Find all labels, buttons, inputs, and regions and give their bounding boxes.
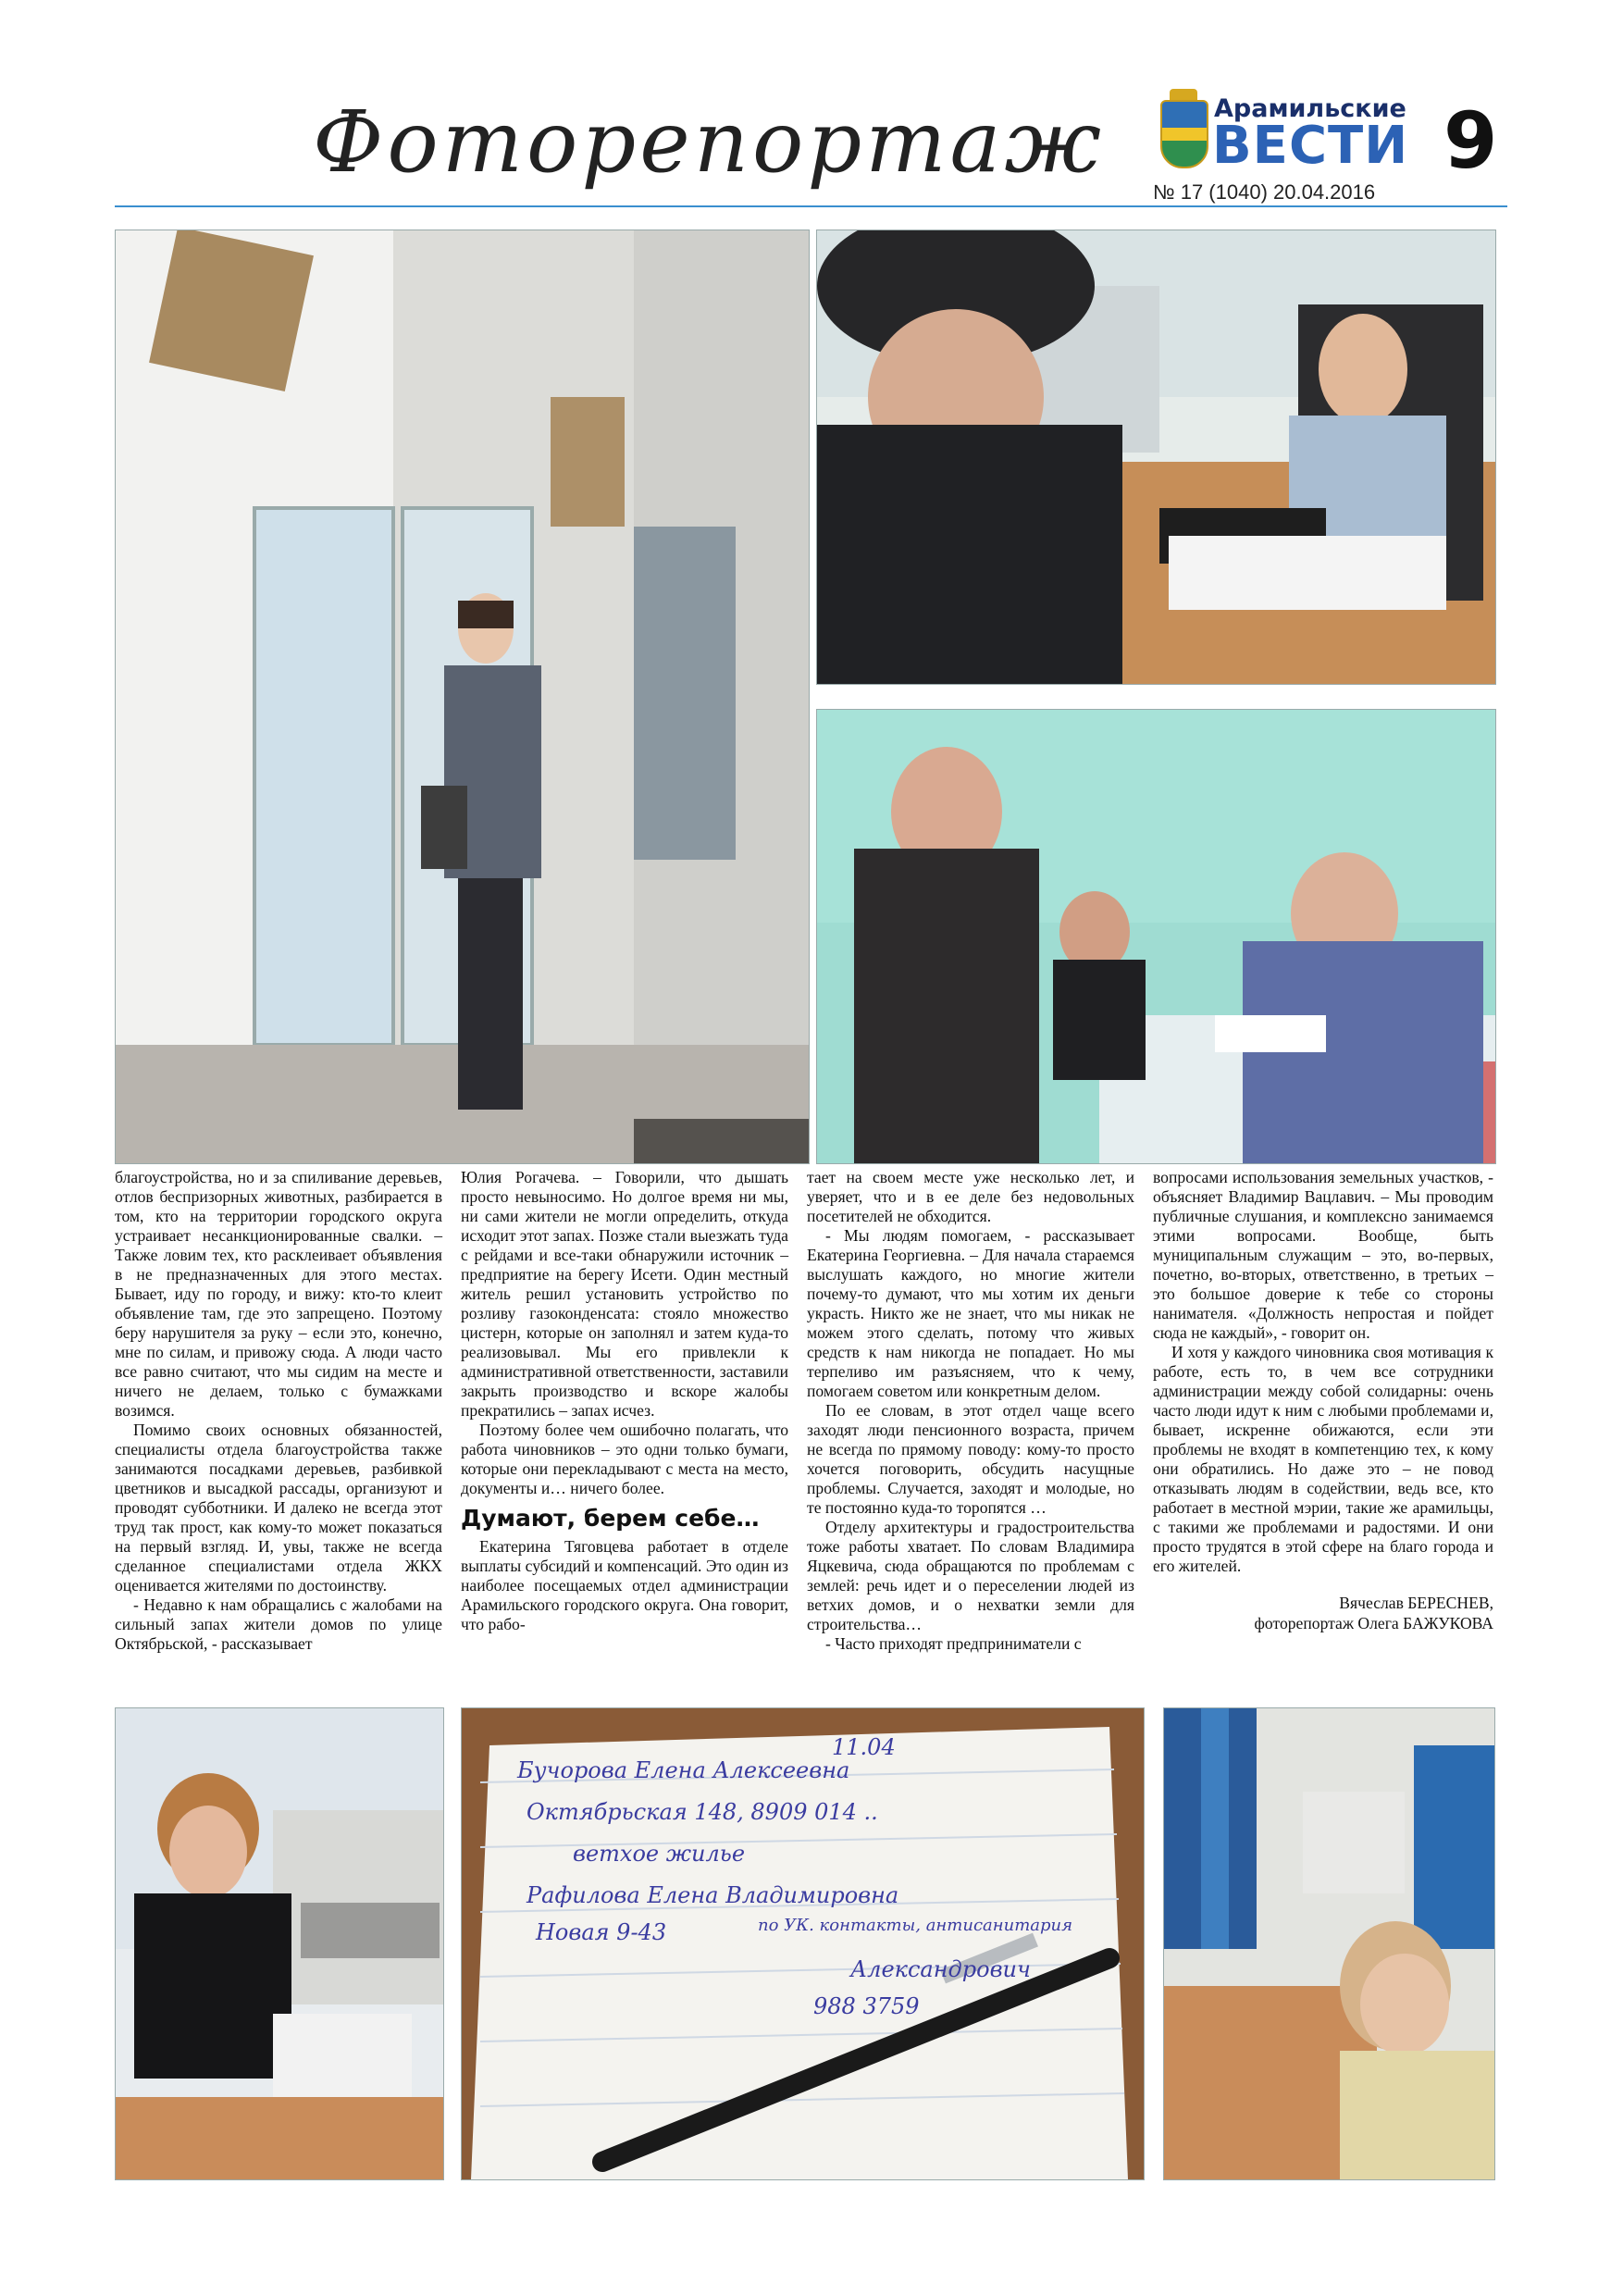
paragraph: вопросами использования земельных участков, - объясняет Владимир Вацлавич. – Мы проводим публичные слушания, и комплексно занимаемся этими вопросами. Вообще, быть муниципальным служащим – это, во-первых, почетно, во-вторых, ответственно, в третьих – это большое доверие к тебе со стороны нанимателя. «Должность непростая и пойдет сюда не каждый», - говорит он. bbox=[1153, 1168, 1493, 1342]
paragraph: По ее словам, в этот отдел чаще всего заходят люди пенсионного возраста, причем не всегда по прямому поводу: кому-то просто хочется поговорить, обсудить насущные проблемы. Случается, заходят и молодые, но те постоянно куда-то торопятся … bbox=[807, 1401, 1134, 1517]
notebook-text: Бучорова Елена Алексеевна bbox=[517, 1757, 850, 1783]
notebook-text: по УК. контакты, антисанитария bbox=[758, 1916, 1073, 1935]
photo-building-entrance bbox=[115, 230, 810, 1164]
paragraph: Помимо своих основных обязанностей, специалисты отдела благоустройства также занимаются посадками деревьев, разбивкой цветников и высадкой рассады, организуют и проводят субботники. И далеко не всегда этот труд так прост, как кому-то может показаться на первый взгляд. И, увы, также не всегда сделанное специалистами отдела ЖКХ оценивается жителями по достоинству. bbox=[115, 1421, 442, 1595]
paragraph: И хотя у каждого чиновника своя мотивация к работе, есть то, в чем все сотрудники администрации между собой солидарны: очень часто люди идут к ним с любыми проблемами и, бывает, искренне обижаются, если эти проблемы не входят в компетенцию тех, к кому они обратились. Но даже это – не повод отказывать людям в содействии, ведь все, кто работает в местной мэрии, такие же арамильцы, с такими же проблемами и радостями. И они просто трудятся в этой сфере на благо города и его жителей. bbox=[1153, 1343, 1493, 1575]
photo-woman-on-phone bbox=[1163, 1707, 1495, 2180]
logo-top-text: Арамильские bbox=[1214, 94, 1406, 123]
notebook-text: ветхое жилье bbox=[573, 1841, 746, 1867]
notebook-text: Рафилова Елена Владимировна bbox=[527, 1882, 899, 1908]
notebook-text: 988 3759 bbox=[813, 1993, 920, 2019]
photo-woman-at-copier bbox=[115, 1707, 444, 2180]
photo-notebook-with-pen bbox=[461, 1707, 1145, 2180]
photo-credit: фоторепортаж Олега БАЖУКОВА bbox=[1254, 1614, 1493, 1632]
logo-main-text: ВЕСТИ bbox=[1212, 116, 1409, 176]
article-column-4 bbox=[1153, 1168, 1493, 1633]
paragraph: благоустройства, но и за спиливание деревьев, отлов беспризорных животных, разбирается в том, кто на территории городского округа устраивает несанкционированные свалки. – Также ловим тех, кто расклеивает объявления в не предназначенных для этого местах. Бывает, иду по городу, и вижу: кто-то клеит объявление там, где это запрещено. Поэтому беру нарушителя за руку – если это, конечно, мне по силам, и привожу сюда. А люди часто все равно считают, что мы сидим на месте и ничего не делаем, только с бумажками возимся. bbox=[115, 1168, 442, 1420]
photo-office-visitors bbox=[816, 709, 1496, 1164]
paragraph: тает на своем месте уже несколько лет, и уверяет, что и в ее деле без недовольных посетителей не обходится. bbox=[807, 1168, 1134, 1225]
paragraph: Юлия Рогачева. – Говорили, что дышать просто невыносимо. Но долгое время ни мы, ни сами жители не могли определить, откуда исходит этот запах. Позже стали выезжать туда с рейдами и все-таки обнаружили источник – предприятие на берегу Исети. Один местный житель решил установить устройство по розливу газоконденсата: стояло множество цистерн, которые он заполнял и затем куда-то реализовывал. Мы его привлекли к административной ответственности, заставили закрыть производство и вскоре жалобы прекратились – запах исчез. bbox=[461, 1168, 788, 1420]
paragraph: Екатерина Тяговцева работает в отделе выплаты субсидий и компенсаций. Это один из наиболее посещаемых отдел администрации Арамильского городского округа. Она говорит, что рабо- bbox=[461, 1537, 788, 1633]
notebook-text: 11.04 bbox=[832, 1734, 896, 1760]
photo-office-desk-consultation bbox=[816, 230, 1496, 685]
newspaper-logo bbox=[1160, 94, 1409, 192]
crown-icon bbox=[1170, 89, 1197, 100]
paragraph: Отделу архитектуры и градостроительства тоже работы хватает. По словам Владимира Яцкевича, сюда обращаются по проблемам с землей: речь идет и о переселении людей из ветхих домов, и о нехватки земли для строительства… bbox=[807, 1518, 1134, 1633]
article-column-2 bbox=[461, 1168, 788, 1634]
header-rule bbox=[115, 205, 1507, 207]
notebook-text: Октябрьская 148, 8909 014 .. bbox=[527, 1799, 878, 1825]
paragraph: - Мы людям помогаем, - рассказывает Екатерина Георгиевна. – Для начала стараемся выслушать каждого, но многие жители почему-то думают, что мы хотим их деньги украсть. Никто же не знает, что мы никак не можем этого сделать, потому что живых средств к нам никогда не попадает. Но мы терпеливо им разъясняем, что к чему, помогаем советом или конкретным делом. bbox=[807, 1226, 1134, 1400]
issue-info: № 17 (1040) 20.04.2016 bbox=[1153, 180, 1376, 204]
section-title: Фоторепортаж bbox=[313, 93, 1105, 192]
paragraph: - Недавно к нам обращались с жалобами на сильный запах жители домов по улице Октябрьской, - рассказывает bbox=[115, 1595, 442, 1653]
article-column-1 bbox=[115, 1168, 442, 1654]
coat-of-arms-icon bbox=[1160, 100, 1208, 168]
article-column-3 bbox=[807, 1168, 1134, 1654]
article-subheading: Думают, берем себе… bbox=[461, 1505, 760, 1532]
notebook-text: Александрович bbox=[850, 1956, 1031, 1982]
article-author: Вячеслав БЕРЕСНЕВ, bbox=[1339, 1594, 1493, 1612]
notebook-text: Новая 9-43 bbox=[536, 1919, 667, 1945]
paragraph: Поэтому более чем ошибочно полагать, что работа чиновников – это одни только бумаги, которые они перекладывают с места на место, документы и… ничего более. bbox=[461, 1421, 788, 1497]
page-number: 9 bbox=[1443, 95, 1498, 186]
paragraph: - Часто приходят предприниматели с bbox=[825, 1634, 1082, 1653]
